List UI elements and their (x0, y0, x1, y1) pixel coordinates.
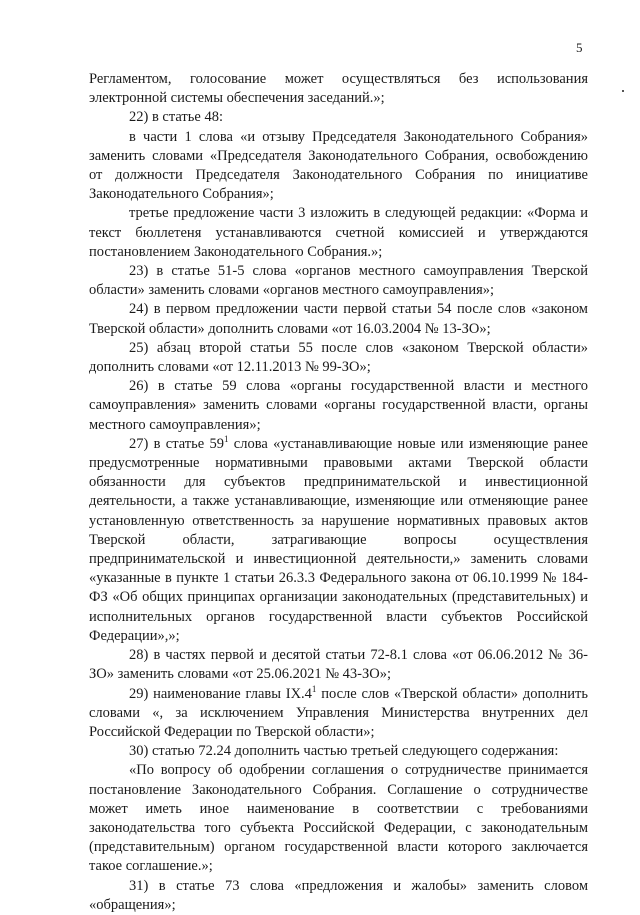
paragraph: Регламентом, голосование может осуществляться без использования электронной системы обеспечения заседаний.»; (89, 71, 588, 107)
page-number: 5 (576, 40, 583, 55)
superscript: 1 (311, 683, 317, 694)
paragraph: 23) в статье 51-5 слова «органов местного самоуправления Тверской области» заменить словами «органов местного самоуправления»; (89, 263, 588, 299)
paragraph-rest: после слов «Тверской области» дополнить словами «, за исключением Управления Министерства внутренних дел Российской Федерации по Тверской области»; (89, 685, 588, 740)
paragraph-rest: слова «устанавливающие новые или изменяющие ранее предусмотренные нормативными правовыми актами Тверской области обязанности для субъектов предпринимательской и инвестиционной деятельности, а также устанавливающие, изменяющие или отменяющие ранее установленную ответственность за нарушение нормативных правовых актов Тверской области, затрагивающие вопросы осуществления предпринимательской и инвестиционной деятельности,» заменить словами «указанные в пункте 1 статьи 26.3.3 Федерального закона от 06.10.1999 № 184-ФЗ «Об общих принципах организации законодательных (представительных) и исполнительных органов государственной власти субъектов Российской Федерации»,»; (89, 435, 588, 644)
paragraph: «По вопросу об одобрении соглашения о сотрудничестве принимается постановление Законодательного Собрания. Соглашение о сотрудничестве может иметь иное наименование в соответствии с требованиями законодательства того субъекта Российской Федерации, с законодательным (представительным) органом государственной власти которого заключается такое соглашение.»; (89, 762, 588, 875)
scan-speck (622, 90, 624, 92)
superscript: 1 (224, 434, 229, 445)
paragraph: 30) статью 72.24 дополнить частью третьей следующего содержания: (129, 743, 559, 760)
paragraph-lead: 29) наименование главы IX.4 (129, 685, 312, 702)
paragraph: в части 1 слова «и отзыву Председателя Законодательного Собрания» заменить словами «Председателя Законодательного Собрания, освобождению от должности Председателя Законодательного Собрания по инициативе Законодательного Собрания»; (89, 128, 588, 203)
document-body (89, 70, 588, 915)
paragraph: 24) в первом предложении части первой статьи 54 после слов «законом Тверской области» дополнить словами «от 16.03.2004 № 13-ЗО»; (89, 301, 588, 337)
paragraph: третье предложение части 3 изложить в следующей редакции: «Форма и текст бюллетеня устанавливаются счетной комиссией и утверждаются постановлением Законодательного Собрания.»; (89, 205, 588, 260)
paragraph: 31) в статье 73 слова «предложения и жалобы» заменить словом «обращения»; (89, 877, 588, 913)
paragraph (89, 685, 588, 743)
paragraph: 25) абзац второй статьи 55 после слов «законом Тверской области» дополнить словами «от 12.11.2013 № 99-ЗО»; (89, 339, 588, 376)
paragraph-lead: 27) в статье 59 (129, 435, 224, 452)
paragraph (89, 435, 588, 646)
paragraph: 22) в статье 48: (129, 109, 223, 126)
paragraph: 26) в статье 59 слова «органы государственной власти и местного самоуправления» заменить словами «органы государственной власти, органы местного самоуправления»; (89, 378, 588, 433)
paragraph: 28) в частях первой и десятой статьи 72-8.1 слова «от 06.06.2012 № 36-ЗО» заменить словами «от 25.06.2021 № 43-ЗО»; (89, 647, 588, 683)
